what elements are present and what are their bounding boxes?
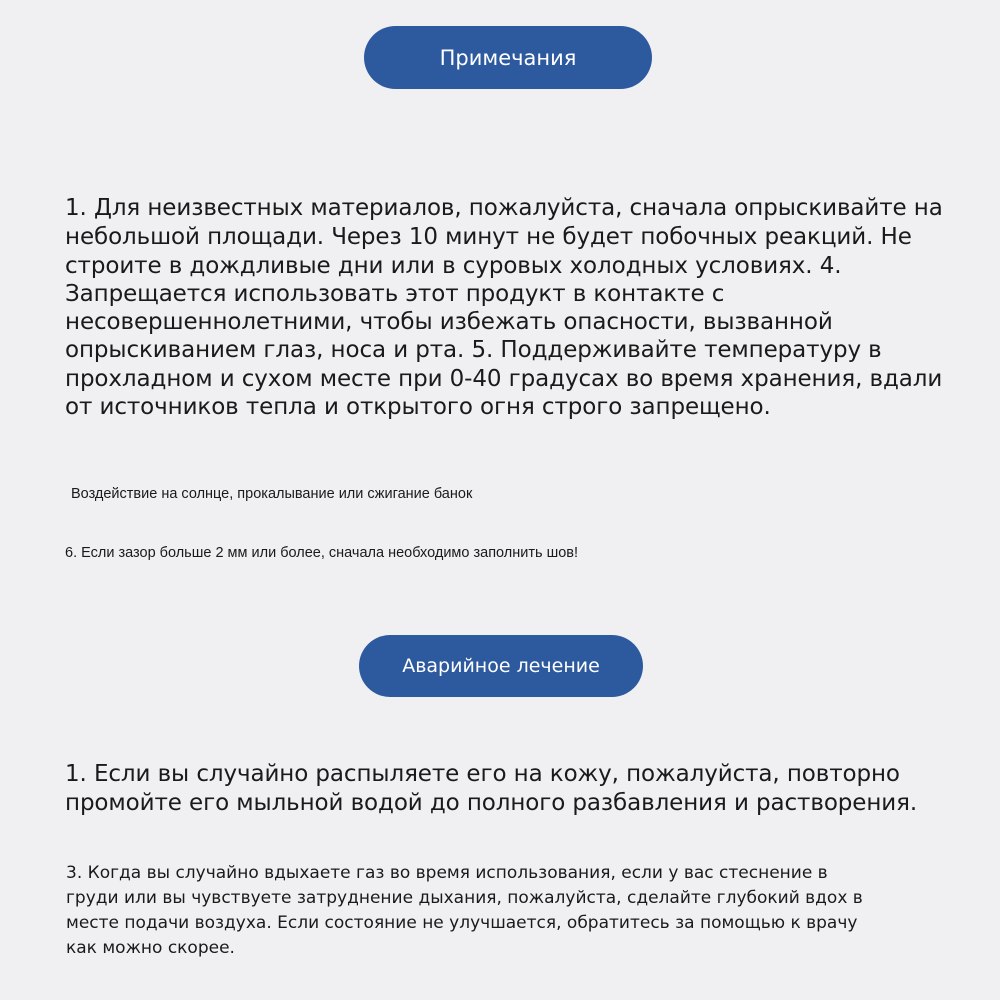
text-line: 3. Когда вы случайно вдыхаете газ во время использования, если у вас стеснение в xyxy=(66,863,828,883)
text-line: месте подачи воздуха. Если состояние не улучшается, обратитесь за помощью к врачу xyxy=(66,913,858,933)
text-line: прохладном и сухом месте при 0-40 градусах во время хранения, вдали xyxy=(65,366,943,392)
text-line: опрыскиванием глаз, носа и рта. 5. Поддерживайте температуру в xyxy=(65,337,882,363)
text-line: как можно скорее. xyxy=(66,938,235,958)
note-6: 6. Если зазор больше 2 мм или более, сначала необходимо заполнить шов! xyxy=(65,545,579,561)
text-line: несовершеннолетними, чтобы избежать опасности, вызванной xyxy=(65,309,833,335)
text-line: 1. Для неизвестных материалов, пожалуйста, сначала опрыскивайте на xyxy=(65,195,943,221)
emergency-heading xyxy=(359,635,643,697)
text-line: промойте его мыльной водой до полного разбавления и растворения. xyxy=(65,790,918,816)
text-line: небольшой площади. Через 10 минут не будет побочных реакций. Не xyxy=(65,224,912,250)
text-line: груди или вы чувствуете затруднение дыхания, пожалуйста, сделайте глубокий вдох в xyxy=(66,888,863,908)
text-line: 1. Если вы случайно распыляете его на кожу, пожалуйста, повторно xyxy=(65,761,900,787)
text-line: Запрещается использовать этот продукт в контакте с xyxy=(65,281,725,307)
text-line: от источников тепла и открытого огня строго запрещено. xyxy=(65,394,771,420)
emergency-heading-text: Аварийное лечение xyxy=(402,655,600,677)
notes-heading-text: Примечания xyxy=(439,45,577,70)
notes-heading xyxy=(364,26,652,89)
text-line: строите в дождливые дни или в суровых холодных условиях. 4. xyxy=(65,253,842,279)
note-sun: Воздействие на солнце, прокалывание или сжигание банок xyxy=(71,486,473,502)
